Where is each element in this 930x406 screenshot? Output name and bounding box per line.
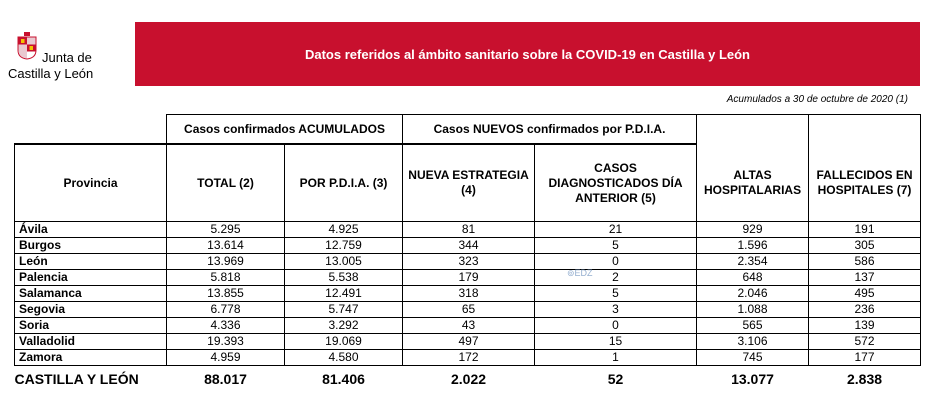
watermark-icon: ⊚: [567, 268, 575, 278]
cell-altas: 648: [697, 270, 809, 286]
cell-total: 6.778: [167, 302, 285, 318]
cell-por-pdia: 5.538: [285, 270, 403, 286]
total-provincia: CASTILLA Y LEÓN: [14, 371, 139, 387]
cell-por-pdia: 3.292: [285, 318, 403, 334]
cell-casos-diagnosticados: 3: [535, 302, 697, 318]
table-row: [15, 286, 921, 302]
totals-row: [15, 366, 921, 393]
coat-of-arms-icon: [17, 32, 37, 60]
cell-nueva-estrategia: 81: [403, 222, 535, 238]
cell-provincia: Burgos: [15, 238, 167, 254]
cell-nueva-estrategia: 323: [403, 254, 535, 270]
empty-header-cell: [15, 115, 167, 145]
cell-total: 13.855: [167, 286, 285, 302]
cell-nueva-estrategia: 179: [403, 270, 535, 286]
table-row: [15, 238, 921, 254]
cell-nueva-estrategia: 65: [403, 302, 535, 318]
cell-fallecidos: 572: [809, 334, 921, 350]
cell-provincia: Salamanca: [15, 286, 167, 302]
cell-provincia: Soria: [15, 318, 167, 334]
cell-total: 5.818: [167, 270, 285, 286]
column-header-casos-diagnosticados: CASOS DIAGNOSTICADOS DÍA ANTERIOR (5): [535, 144, 697, 222]
column-header-fallecidos: FALLECIDOS EN HOSPITALES (7): [809, 144, 921, 222]
cell-fallecidos: 191: [809, 222, 921, 238]
total-por-pdia: 81.406: [322, 371, 365, 387]
cell-por-pdia: 13.005: [285, 254, 403, 270]
cell-total: 13.614: [167, 238, 285, 254]
group-header-new: Casos NUEVOS confirmados por P.D.I.A.: [403, 115, 697, 145]
table-row: [15, 318, 921, 334]
cell-altas: 929: [697, 222, 809, 238]
cell-fallecidos: 177: [809, 350, 921, 366]
cell-altas: 1.088: [697, 302, 809, 318]
cell-fallecidos: 236: [809, 302, 921, 318]
cell-altas: 2.046: [697, 286, 809, 302]
table-row: [15, 270, 921, 286]
cell-provincia: Segovia: [15, 302, 167, 318]
cell-fallecidos: 139: [809, 318, 921, 334]
logo-text-line1: Junta de: [42, 50, 92, 65]
cell-provincia: León: [15, 254, 167, 270]
cell-nueva-estrategia: 344: [403, 238, 535, 254]
cell-fallecidos: 495: [809, 286, 921, 302]
date-note: Acumulados a 30 de octubre de 2020 (1): [726, 94, 908, 105]
cell-provincia: Valladolid: [15, 334, 167, 350]
cell-nueva-estrategia: 318: [403, 286, 535, 302]
banner-title: Datos referidos al ámbito sanitario sobre la COVID-19 en Castilla y León: [304, 46, 750, 62]
table-row: [15, 222, 921, 238]
cell-altas: 745: [697, 350, 809, 366]
junta-logo: [8, 30, 128, 90]
header-group-row: [15, 115, 921, 145]
header-banner: [135, 22, 920, 86]
total-nueva-estrategia: 2.022: [450, 371, 487, 387]
cell-provincia: Ávila: [15, 222, 167, 238]
cell-por-pdia: 4.925: [285, 222, 403, 238]
cell-altas: 1.596: [697, 238, 809, 254]
cell-provincia: Palencia: [15, 270, 167, 286]
cell-total: 13.969: [167, 254, 285, 270]
cell-por-pdia: 12.759: [285, 238, 403, 254]
header-column-row: [15, 144, 921, 222]
cell-total: 5.295: [167, 222, 285, 238]
cell-casos-diagnosticados: 21: [535, 222, 697, 238]
cell-casos-diagnosticados: 15: [535, 334, 697, 350]
cell-casos-diagnosticados: 0: [535, 254, 697, 270]
cell-por-pdia: 5.747: [285, 302, 403, 318]
table-row: [15, 350, 921, 366]
cell-altas: 2.354: [697, 254, 809, 270]
fallecidos-header-top: [809, 115, 921, 145]
covid-data-table: [14, 114, 921, 392]
cell-nueva-estrategia: 43: [403, 318, 535, 334]
cell-casos-diagnosticados: 0: [535, 318, 697, 334]
logo-text-line2: Castilla y León: [8, 66, 94, 81]
cell-total: 4.336: [167, 318, 285, 334]
column-header-nueva-estrategia: NUEVA ESTRATEGIA (4): [403, 144, 535, 222]
cell-altas: 3.106: [697, 334, 809, 350]
cell-por-pdia: 12.491: [285, 286, 403, 302]
table-row: [15, 334, 921, 350]
cell-total: 4.959: [167, 350, 285, 366]
total-fallecidos: 2.838: [846, 371, 883, 387]
group-header-accumulated: Casos confirmados ACUMULADOS: [167, 115, 403, 145]
total-altas: 13.077: [731, 371, 774, 387]
column-header-altas: ALTAS HOSPITALARIAS: [697, 144, 809, 222]
cell-casos-diagnosticados: 1: [535, 350, 697, 366]
cell-fallecidos: 305: [809, 238, 921, 254]
cell-por-pdia: 19.069: [285, 334, 403, 350]
cell-nueva-estrategia: 172: [403, 350, 535, 366]
total-total: 88.017: [204, 371, 247, 387]
cell-fallecidos: 586: [809, 254, 921, 270]
column-header-total: TOTAL (2): [167, 144, 285, 222]
cell-por-pdia: 4.580: [285, 350, 403, 366]
cell-total: 19.393: [167, 334, 285, 350]
watermark-text: EDZ: [574, 268, 593, 278]
cell-nueva-estrategia: 497: [403, 334, 535, 350]
cell-casos-diagnosticados: 5: [535, 286, 697, 302]
cell-casos-diagnosticados: 2: [535, 270, 697, 286]
edz-watermark: [567, 268, 593, 279]
column-header-por-pdia: POR P.D.I.A. (3): [285, 144, 403, 222]
table-row: [15, 254, 921, 270]
altas-header-top: [697, 115, 809, 145]
column-header-provincia: Provincia: [15, 144, 167, 222]
cell-fallecidos: 137: [809, 270, 921, 286]
table-body: [15, 222, 921, 366]
cell-altas: 565: [697, 318, 809, 334]
cell-casos-diagnosticados: 5: [535, 238, 697, 254]
cell-provincia: Zamora: [15, 350, 167, 366]
total-casos-diagnosticados: 52: [607, 371, 624, 387]
table-row: [15, 302, 921, 318]
